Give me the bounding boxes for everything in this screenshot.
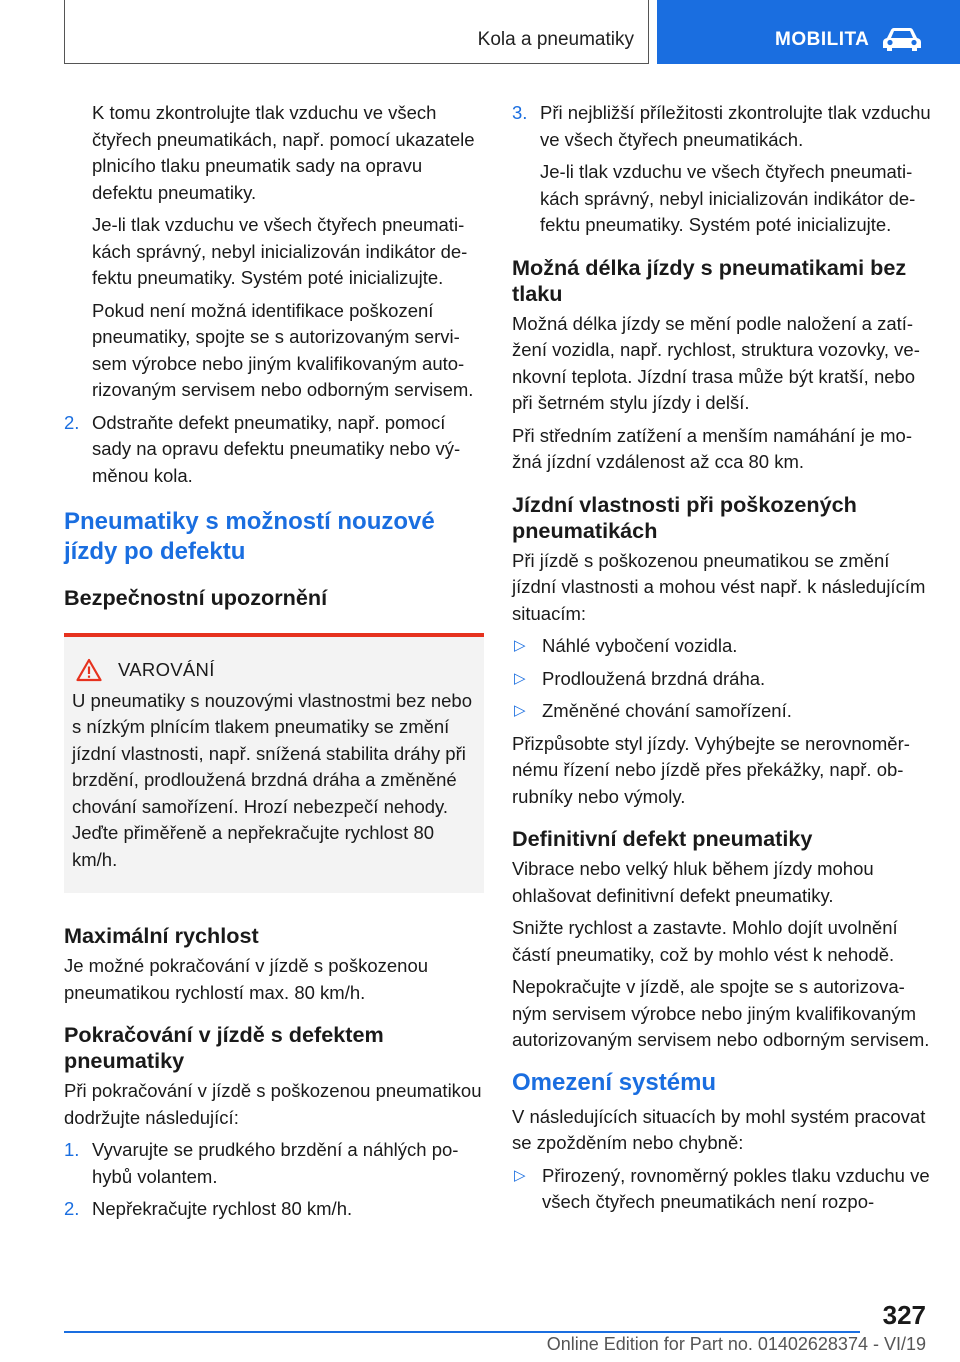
list-item-text: Při nejbližší příležitosti zkontrolujte tlak vzduchu ve všech čtyřech pneumatikách. bbox=[540, 102, 931, 150]
paragraph: Při jízdě s poškozenou pneumatikou se změní jízdní vlastnosti a mohou vést např. k následujícím situacím: bbox=[512, 549, 926, 624]
paragraph: Při pokračování v jízdě s poškozenou pneumatikou dodržujte následující: bbox=[64, 1080, 482, 1128]
paragraph: Je-li tlak vzduchu ve všech čtyřech pneumatikách správný, nebyl inicializován indikátor defektu pneumatiky. Systém poté inicializujte. bbox=[540, 161, 916, 235]
header-section-box bbox=[64, 0, 649, 64]
list-item bbox=[64, 410, 484, 490]
paragraph: Pokud není možná identifikace poškození pneumatiky, spojte se s autorizovaným servisem výrobce nebo jiným kvalifikovaným autorizovaným servisem nebo odborným servisem. bbox=[92, 299, 474, 400]
warning-box bbox=[64, 633, 484, 893]
bullet-item bbox=[512, 633, 932, 660]
paragraph: Při středním zatížení a menším namáhání je možná jízdní vzdálenost až cca 80 km. bbox=[512, 424, 912, 472]
list-number: 2. bbox=[64, 1198, 80, 1219]
paragraph: V následujících situacích by mohl systém pracovat se zpožděním nebo chybně: bbox=[512, 1105, 926, 1153]
list-item-text: Vyvarujte se prudkého brzdění a náhlých pohybů volantem. bbox=[92, 1139, 459, 1187]
warning-title: VAROVÁNÍ bbox=[118, 659, 215, 680]
subsection-heading: Definitivní defekt pneumatiky bbox=[512, 826, 813, 851]
footer-divider bbox=[64, 1331, 860, 1333]
list-item-text: Nepřekračujte rychlost 80 km/h. bbox=[92, 1198, 353, 1219]
bullet-triangle-icon: ▷ bbox=[514, 669, 526, 687]
bullet-triangle-icon: ▷ bbox=[514, 702, 526, 719]
list-number: 2. bbox=[64, 411, 80, 433]
paragraph: Snižte rychlost a zastavte. Mohlo dojít uvolnění částí pneumatiky, což by mohlo vést k nehodě. bbox=[512, 917, 898, 965]
header-chapter-label: MOBILITA bbox=[775, 29, 870, 50]
bullet-text: Prodloužená brzdná dráha. bbox=[542, 667, 766, 689]
footer-edition: Online Edition for Part no. 01402628374 - VI/19 bbox=[546, 1334, 926, 1354]
car-icon bbox=[881, 26, 923, 52]
subsection-heading: Pokračování v jízdě s defektem pneumatiky bbox=[64, 1022, 384, 1073]
list-number: 1. bbox=[64, 1139, 80, 1160]
header-chapter-tab bbox=[657, 0, 960, 64]
header-section-title: Kola a pneumatiky bbox=[477, 29, 634, 50]
left-column bbox=[64, 100, 484, 1229]
bullet-text: Přirozený, rovnoměrný pokles tlaku vzduchu ve všech čtyřech pneumatikách není rozpo- bbox=[542, 1164, 930, 1212]
subsection-heading: Bezpečnostní upozornění bbox=[64, 585, 328, 610]
page-number: 327 bbox=[882, 1300, 926, 1330]
subsection-heading: Maximální rychlost bbox=[64, 923, 259, 948]
warning-header bbox=[72, 657, 474, 684]
list-item bbox=[512, 100, 932, 153]
bullet-item bbox=[512, 698, 932, 725]
section-heading: Pneumatiky s možností nouzové jízdy po defektu bbox=[64, 508, 435, 565]
paragraph: Vibrace nebo velký hluk během jízdy mohou ohlašovat definitivní defekt pneumatiky. bbox=[512, 858, 874, 906]
paragraph: Je-li tlak vzduchu ve všech čtyřech pneumatikách správný, nebyl inicializován indikátor defektu pneumatiky. Systém poté inicializujte. bbox=[92, 214, 468, 288]
list-item bbox=[64, 1196, 484, 1223]
paragraph: Možná délka jízdy se mění podle naložení a zatížení vozidla, např. rychlost, struktura vozovky, venkovní teplota. Jízdní trasa může být kratší, nebo při šetrném stylu jízdy i delší. bbox=[512, 312, 920, 413]
bullet-item bbox=[512, 1163, 932, 1216]
paragraph: Přizpůsobte styl jízdy. Vyhýbejte se nerovnoměrnému řízení nebo jízdě přes překážky, např. obrubníky nebo výmoly. bbox=[512, 732, 910, 807]
list-item bbox=[64, 1137, 484, 1190]
bullet-text: Náhlé vybočení vozidla. bbox=[542, 635, 738, 656]
bullet-triangle-icon: ▷ bbox=[514, 637, 526, 654]
subsection-heading: Možná délka jízdy s pneumatikami bez tlaku bbox=[512, 254, 907, 306]
paragraph: Je možné pokračování v jízdě s poškozenou pneumatikou rychlostí max. 80 km/h. bbox=[64, 955, 429, 1003]
list-item-text: Odstraňte defekt pneumatiky, např. pomocí sady na opravu defektu pneumatiky nebo výměnou kola. bbox=[92, 411, 461, 486]
bullet-item bbox=[512, 666, 932, 693]
right-column bbox=[512, 100, 932, 1222]
paragraph: K tomu zkontrolujte tlak vzduchu ve všech čtyřech pneumatikách, např. pomocí ukazatele plnicího tlaku pneumatik sady na opravu defektu pneumatiky. bbox=[92, 102, 475, 203]
subsection-heading: Jízdní vlastnosti při poškozených pneumatikách bbox=[512, 491, 857, 543]
list-number: 3. bbox=[512, 102, 528, 123]
paragraph: Nepokračujte v jízdě, ale spojte se s autorizovaným servisem výrobce nebo jiným kvalifikovaným autorizovaným servisem nebo odborným servisem. bbox=[512, 976, 930, 1050]
bullet-text: Změněné chování samořízení. bbox=[542, 700, 792, 721]
section-heading: Omezení systému bbox=[512, 1068, 717, 1096]
warning-triangle-icon bbox=[76, 658, 102, 682]
warning-text: U pneumatiky s nouzovými vlastnostmi bez nebo s nízkým plnícím tlakem pneumatiky se změní jízdní vlastnosti, např. snížená stabilita dráhy při brzdění, prodloužená brzdná dráha a změněné chování samořízení. Hrozí nebezpečí nehody. Jeďte přiměřeně a nepřekračujte rychlost 80 km/h. bbox=[72, 689, 472, 870]
bullet-triangle-icon: ▷ bbox=[514, 1166, 526, 1184]
